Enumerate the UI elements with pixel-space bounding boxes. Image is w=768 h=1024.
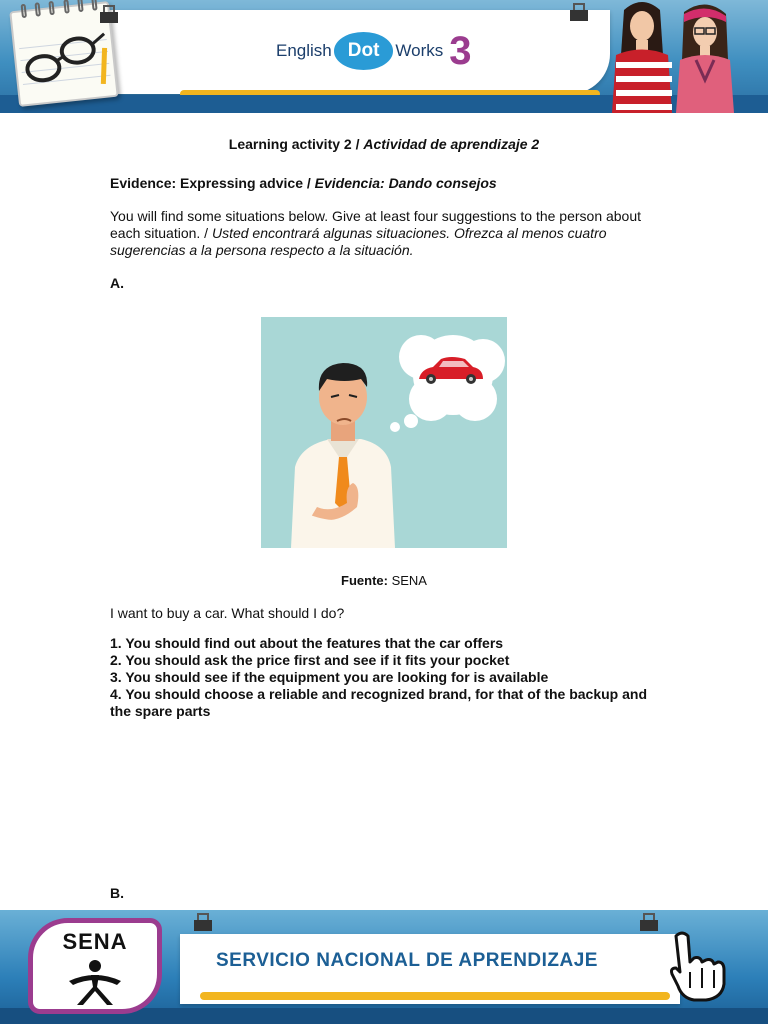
binder-clip-icon xyxy=(638,912,660,932)
situation-question: I want to buy a car. What should I do? xyxy=(110,605,345,621)
image-caption xyxy=(0,573,768,588)
footer-banner xyxy=(0,910,768,1024)
activity-title xyxy=(0,136,768,152)
title-separator: / xyxy=(351,136,364,152)
caption-label: Fuente: xyxy=(341,573,388,588)
section-b-label: B. xyxy=(110,885,124,901)
list-item: 3. You should see if the equipment you are looking for is available xyxy=(110,669,549,685)
instructions-paragraph xyxy=(110,208,670,259)
evidence-english: Evidence: Expressing advice xyxy=(110,175,303,191)
list-item: 2. You should ask the price first and see if it fits your pocket xyxy=(110,652,510,668)
instructions-spanish: Usted encontrará algunas situaciones. Ofrezca al menos cuatro sugerencias a la persona respecto a la situación. xyxy=(110,225,607,258)
title-spanish: Actividad de aprendizaje 2 xyxy=(363,136,540,152)
evidence-spanish: Evidencia: Dando consejos xyxy=(314,175,497,191)
header-banner xyxy=(0,0,768,113)
sena-logo-text: SENA xyxy=(62,929,128,954)
sena-figure-icon xyxy=(63,959,127,1007)
english-dot-works-logo xyxy=(276,26,472,76)
title-english: Learning activity 2 xyxy=(228,136,352,152)
instructions-english: You will find some situations below. Give at least four suggestions to the person about each situation. xyxy=(110,208,642,241)
list-item: 1. You should find out about the features that the car offers xyxy=(110,635,504,651)
list-item: 4. You should choose a reliable and recognized brand, for that of the backup and the spare parts xyxy=(110,686,648,719)
evidence-heading xyxy=(110,175,497,191)
binder-clip-icon xyxy=(568,2,590,22)
logo-dot-bubble: Dot xyxy=(334,32,394,70)
logo-english-text: English xyxy=(276,41,332,60)
advice-list xyxy=(110,635,670,720)
logo-works-text: Works xyxy=(395,41,444,60)
binder-clip-icon xyxy=(98,4,120,24)
section-a-label: A. xyxy=(110,275,124,291)
students-illustration xyxy=(602,0,752,113)
pointing-hand-icon xyxy=(660,928,736,1004)
binder-clip-icon xyxy=(192,912,214,932)
logo-number: 3 xyxy=(449,29,472,73)
footer-yellow-line xyxy=(200,992,670,1000)
evidence-separator: / xyxy=(302,175,315,191)
sena-logo xyxy=(28,918,162,1014)
thinking-man-car-illustration xyxy=(261,317,507,548)
caption-value: SENA xyxy=(387,573,427,588)
instructions-separator: / xyxy=(200,225,212,241)
glasses-icon xyxy=(13,17,117,107)
servicio-nacional-title: SERVICIO NACIONAL DE APRENDIZAJE xyxy=(216,950,598,971)
